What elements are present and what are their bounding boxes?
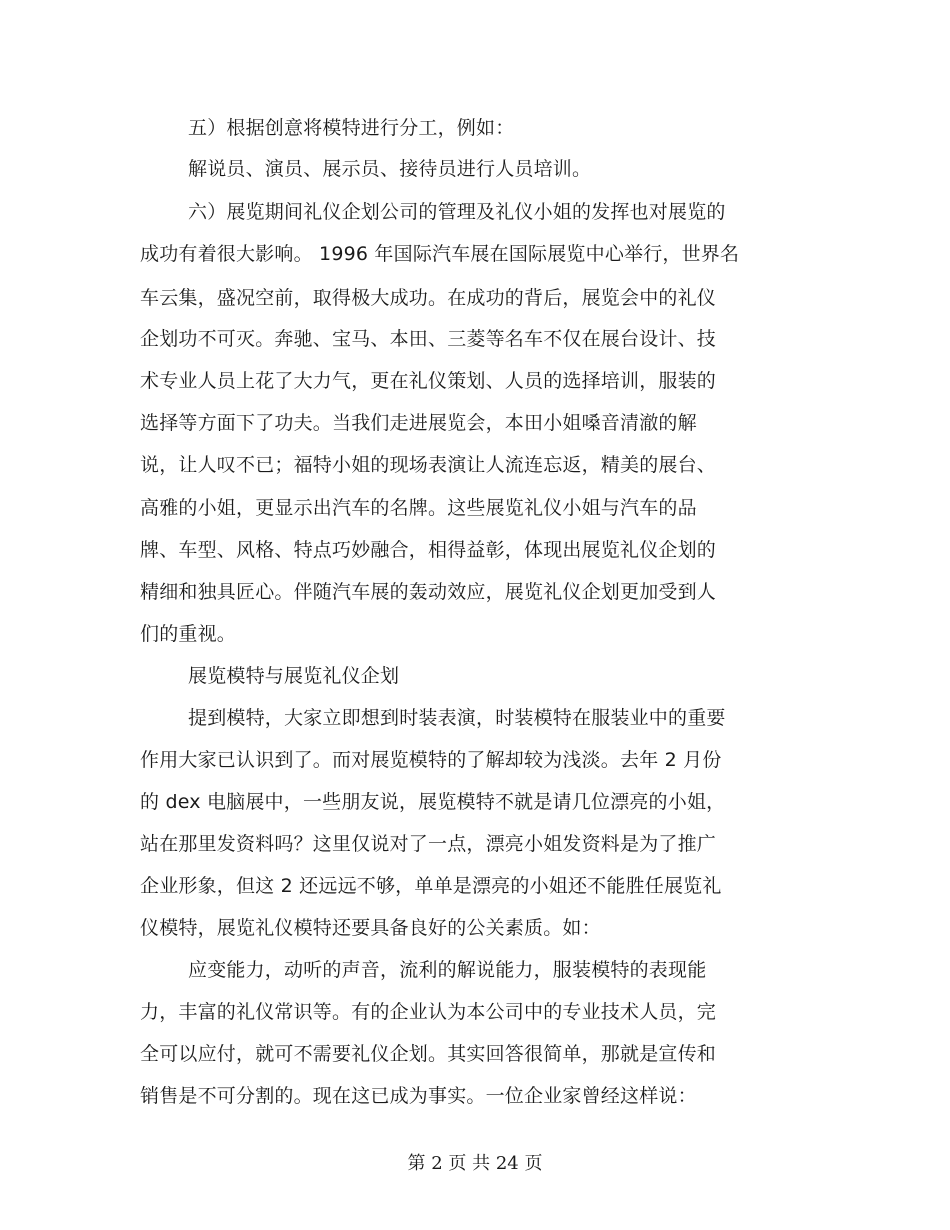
text-line-23: 全可以应付，就可不需要礼仪企划。其实回答很简单，那就是宣传和 xyxy=(140,1043,717,1065)
section-heading: 展览模特与展览礼仪企划 xyxy=(188,665,400,687)
text-line-9: 说，让人叹不已；福特小姐的现场表演让人流连忘返，精美的展台、 xyxy=(140,454,717,476)
text-line-5: 车云集，盛况空前，取得极大成功。在成功的背后，展览会中的礼仪 xyxy=(140,287,717,309)
text-line-2: 解说员、演员、展示员、接待员进行人员培训。 xyxy=(188,158,592,180)
text-line-15: 提到模特，大家立即想到时装表演，时装模特在服装业中的重要 xyxy=(188,707,726,729)
text-line-7: 术专业人员上花了大力气，更在礼仪策划、人员的选择培训，服装的 xyxy=(140,370,717,392)
page-number-footer: 第 2 页 共 24 页 xyxy=(407,1153,543,1174)
text-line-17: 的 dex 电脑展中，一些朋友说，展览模特不就是请几位漂亮的小姐， xyxy=(140,791,726,813)
text-line-22: 力，丰富的礼仪常识等。有的企业认为本公司中的专业技术人员，完 xyxy=(140,1001,717,1023)
text-line-12: 精细和独具匠心。伴随汽车展的轰动效应，展览礼仪企划更加受到人 xyxy=(140,581,717,603)
text-line-11: 牌、车型、风格、特点巧妙融合，相得益彰，体现出展览礼仪企划的 xyxy=(140,539,717,561)
text-line-4: 成功有着很大影响。 1996 年国际汽车展在国际展览中心举行，世界名 xyxy=(140,243,740,265)
text-line-20: 仪模特，展览礼仪模特还要具备良好的公关素质。如： xyxy=(140,917,601,939)
text-line-3: 六）展览期间礼仪企划公司的管理及礼仪小姐的发挥也对展览的 xyxy=(188,201,726,223)
text-line-6: 企划功不可灭。奔驰、宝马、本田、三菱等名车不仅在展台设计、技 xyxy=(140,328,717,350)
text-line-21: 应变能力，动听的声音，流利的解说能力，服装模特的表现能 xyxy=(188,959,707,981)
text-line-18: 站在那里发资料吗？这里仅说对了一点，漂亮小姐发资料是为了推广 xyxy=(140,833,717,855)
text-line-19: 企业形象，但这 2 还远远不够，单单是漂亮的小姐还不能胜任展览礼 xyxy=(140,875,722,897)
text-line-16: 作用大家已认识到了。而对展览模特的了解却较为浅淡。去年 2 月份 xyxy=(140,749,722,771)
text-line-13: 们的重视。 xyxy=(140,623,237,645)
text-line-8: 选择等方面下了功夫。当我们走进展览会，本田小姐嗓音清澈的解 xyxy=(140,412,697,434)
text-line-10: 高雅的小姐，更显示出汽车的名牌。这些展览礼仪小姐与汽车的品 xyxy=(140,497,697,519)
text-line-1: 五）根据创意将模特进行分工，例如： xyxy=(188,117,515,139)
text-line-24: 销售是不可分割的。现在这已成为事实。一位企业家曾经这样说： xyxy=(140,1085,697,1107)
